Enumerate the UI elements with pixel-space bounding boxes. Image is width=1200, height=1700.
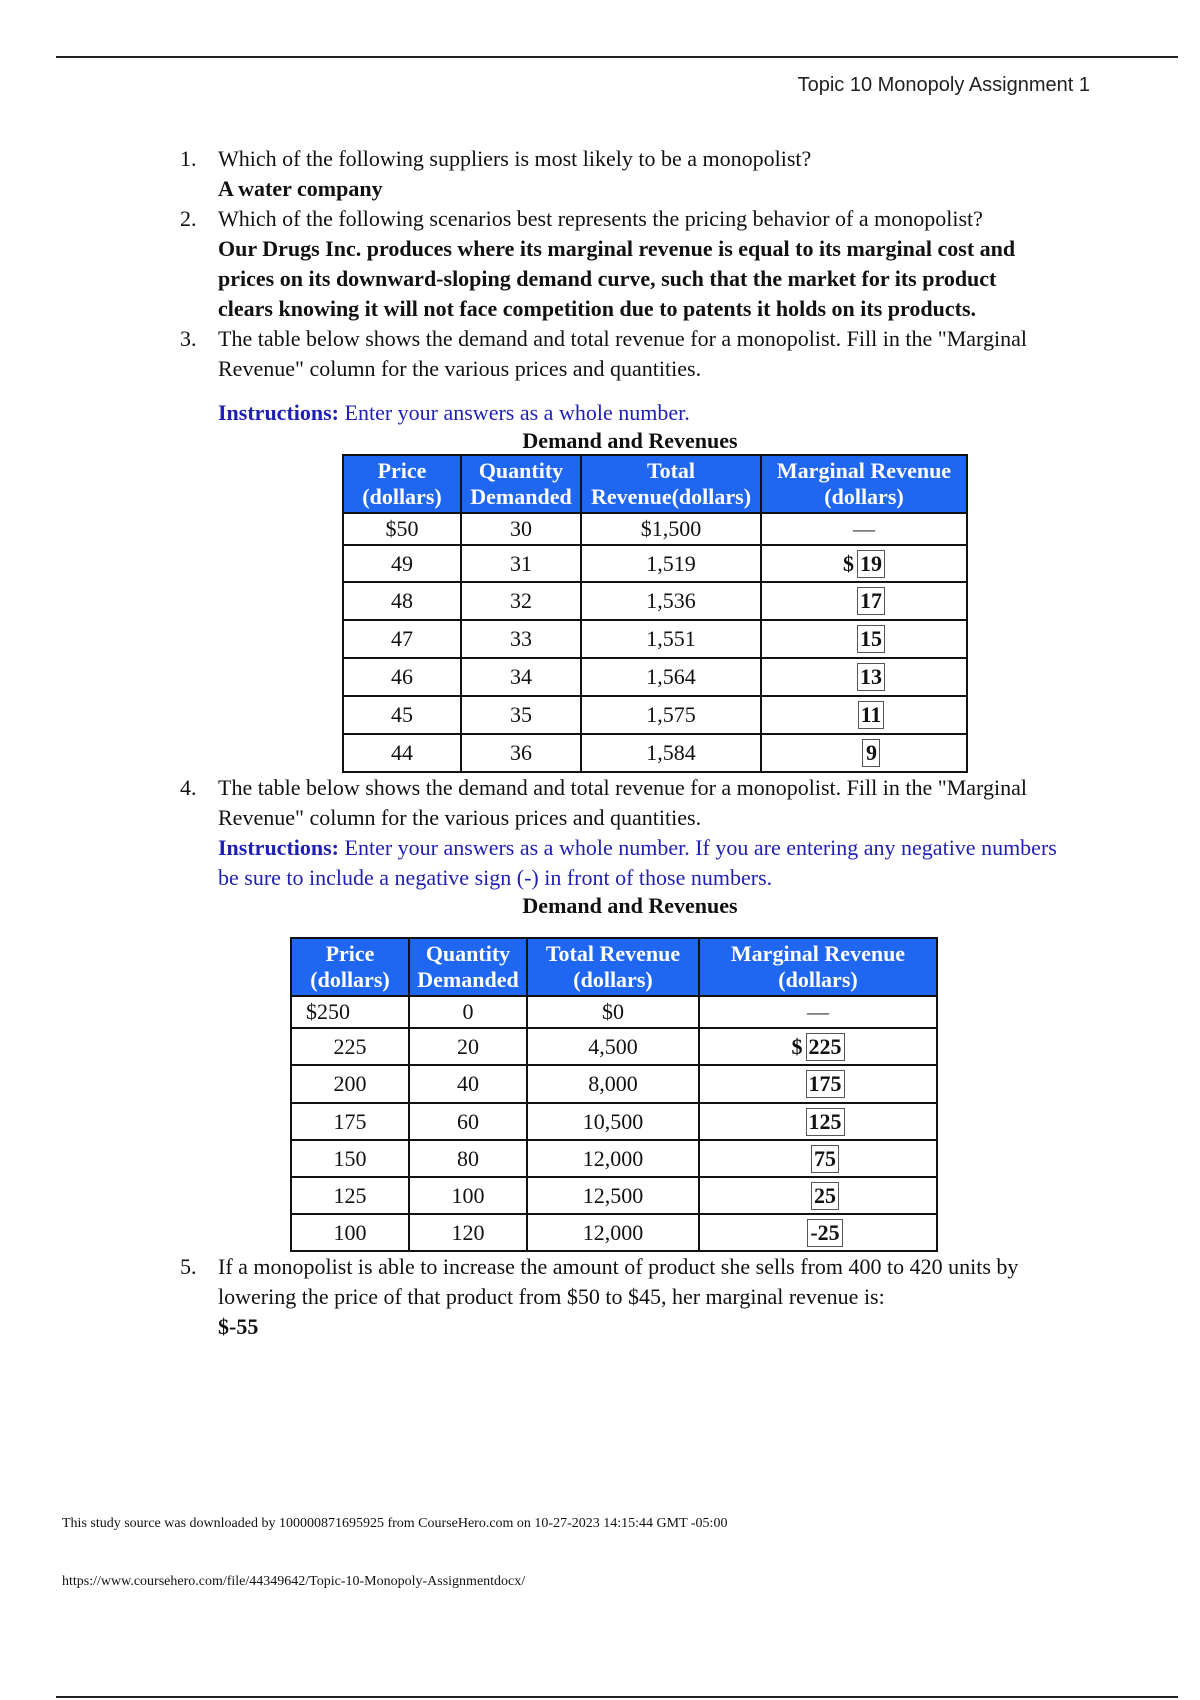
answer-input[interactable]: 17: [857, 587, 885, 615]
cell-price: $250: [291, 996, 409, 1028]
demand-revenue-table-2: [290, 937, 938, 1252]
bottom-rule: [56, 1696, 1178, 1698]
question-list: [180, 144, 1080, 1342]
header-total-revenue: Total Revenue (dollars): [527, 938, 699, 996]
header-marginal-revenue: Marginal Revenue (dollars): [699, 938, 937, 996]
question-5: [180, 1252, 1080, 1342]
cell-quantity: 31: [461, 545, 581, 582]
answer-input[interactable]: 11: [858, 701, 885, 729]
cell-total-revenue: 1,519: [581, 545, 761, 582]
cell-quantity: 36: [461, 734, 581, 772]
cell-price: 100: [291, 1214, 409, 1251]
cell-total-revenue: 4,500: [527, 1028, 699, 1065]
header-marginal-revenue: Marginal Revenue (dollars): [761, 455, 967, 513]
cell-marginal-revenue: [761, 545, 967, 582]
cell-marginal-revenue: [761, 513, 967, 545]
question-answer: $-55: [218, 1314, 259, 1339]
header-quantity: Quantity Demanded: [409, 938, 527, 996]
question-3: [180, 324, 1080, 773]
cell-quantity: 20: [409, 1028, 527, 1065]
question-number: 4.: [180, 775, 197, 800]
question-number: 2.: [180, 206, 197, 231]
source-url: https://www.coursehero.com/file/44349642/Topic-10-Monopoly-Assignmentdocx/: [62, 1574, 526, 1589]
cell-marginal-revenue: [699, 1140, 937, 1177]
instructions-label: Instructions:: [218, 400, 340, 425]
table-row: [343, 582, 967, 620]
instructions: [218, 833, 1058, 893]
cell-marginal-revenue: [699, 1177, 937, 1214]
answer-input[interactable]: 225: [806, 1033, 845, 1061]
cell-quantity: 34: [461, 658, 581, 696]
cell-price: 200: [291, 1065, 409, 1103]
cell-price: $50: [343, 513, 461, 545]
table-row: [291, 1028, 937, 1065]
cell-marginal-revenue: [699, 996, 937, 1028]
table-block: [180, 428, 1080, 773]
cell-quantity: 30: [461, 513, 581, 545]
question-answer: Our Drugs Inc. produces where its marginal revenue is equal to its marginal cost and prices on its downward-sloping demand curve, such that the market for its product clears knowing it will not face competition due to patents it holds on its products.: [218, 236, 1016, 321]
question-text: The table below shows the demand and total revenue for a monopolist. Fill in the "Marginal Revenue" column for the various prices and quantities.: [218, 326, 1027, 381]
cell-quantity: 120: [409, 1214, 527, 1251]
cell-total-revenue: 1,564: [581, 658, 761, 696]
answer-input[interactable]: 125: [806, 1108, 845, 1136]
table-caption: Demand and Revenues: [522, 893, 738, 918]
empty-dash: —: [807, 999, 829, 1024]
table-row: [343, 620, 967, 658]
cell-quantity: 35: [461, 696, 581, 734]
cell-price: 44: [343, 734, 461, 772]
cell-total-revenue: 1,575: [581, 696, 761, 734]
cell-quantity: 32: [461, 582, 581, 620]
cell-quantity: 60: [409, 1103, 527, 1140]
top-rule: [56, 56, 1178, 58]
demand-revenue-table-1: [342, 454, 968, 773]
dollar-sign: $: [791, 1033, 803, 1059]
instructions: [218, 398, 1080, 428]
answer-input[interactable]: 19: [857, 550, 885, 578]
cell-total-revenue: 1,536: [581, 582, 761, 620]
answer-input[interactable]: -25: [807, 1219, 842, 1247]
table-row: [343, 513, 967, 545]
cell-total-revenue: 1,584: [581, 734, 761, 772]
table-row: [343, 545, 967, 582]
cell-marginal-revenue: [699, 1065, 937, 1103]
cell-total-revenue: $1,500: [581, 513, 761, 545]
answer-input[interactable]: 15: [857, 625, 885, 653]
cell-marginal-revenue: [761, 582, 967, 620]
cell-price: 225: [291, 1028, 409, 1065]
table-caption: Demand and Revenues: [522, 428, 738, 453]
table-header-row: [343, 455, 967, 513]
table-row: [291, 1103, 937, 1140]
cell-marginal-revenue: [761, 696, 967, 734]
cell-marginal-revenue: [761, 658, 967, 696]
table-row: [291, 1140, 937, 1177]
header-price: Price (dollars): [291, 938, 409, 996]
question-text: If a monopolist is able to increase the amount of product she sells from 400 to 420 units by lowering the price of that product from $50 to $45, her marginal revenue is:: [218, 1254, 1019, 1309]
cell-marginal-revenue: [699, 1028, 937, 1065]
cell-marginal-revenue: [699, 1103, 937, 1140]
question-number: 5.: [180, 1254, 197, 1279]
dollar-sign: $: [843, 550, 854, 576]
cell-total-revenue: 8,000: [527, 1065, 699, 1103]
question-text: Which of the following scenarios best represents the pricing behavior of a monopolist?: [218, 206, 983, 231]
empty-dash: —: [853, 516, 875, 541]
cell-price: 49: [343, 545, 461, 582]
cell-quantity: 33: [461, 620, 581, 658]
table-row: [291, 1065, 937, 1103]
table-row: [343, 734, 967, 772]
cell-marginal-revenue: [699, 1214, 937, 1251]
question-number: 3.: [180, 326, 197, 351]
table-row: [343, 696, 967, 734]
table-row: [343, 658, 967, 696]
question-4: [180, 773, 1080, 1252]
header-title: Topic 10 Monopoly Assignment 1: [797, 74, 1090, 96]
cell-total-revenue: 10,500: [527, 1103, 699, 1140]
table-row: [291, 1177, 937, 1214]
cell-marginal-revenue: [761, 734, 967, 772]
cell-total-revenue: 12,000: [527, 1140, 699, 1177]
table-row: [291, 996, 937, 1028]
cell-price: 46: [343, 658, 461, 696]
cell-price: 175: [291, 1103, 409, 1140]
cell-total-revenue: 1,551: [581, 620, 761, 658]
instructions-text: Enter your answers as a whole number.: [344, 400, 690, 425]
cell-quantity: 80: [409, 1140, 527, 1177]
answer-input[interactable]: 25: [811, 1182, 839, 1210]
cell-price: 45: [343, 696, 461, 734]
header-price: Price (dollars): [343, 455, 461, 513]
header-quantity: Quantity Demanded: [461, 455, 581, 513]
cell-quantity: 0: [409, 996, 527, 1028]
cell-total-revenue: 12,500: [527, 1177, 699, 1214]
question-text: Which of the following suppliers is most likely to be a monopolist?: [218, 146, 812, 171]
instructions-label: Instructions:: [218, 835, 340, 860]
cell-quantity: 40: [409, 1065, 527, 1103]
download-note: This study source was downloaded by 100000871695925 from CourseHero.com on 10-27-2023 14:15:44 GMT -05:00: [62, 1516, 728, 1531]
answer-input[interactable]: 175: [806, 1070, 845, 1098]
answer-input[interactable]: 13: [857, 663, 885, 691]
question-1: [180, 144, 1080, 204]
question-answer: A water company: [218, 176, 383, 201]
question-2: [180, 204, 1080, 324]
cell-price: 48: [343, 582, 461, 620]
answer-input[interactable]: 75: [811, 1145, 839, 1173]
cell-price: 150: [291, 1140, 409, 1177]
answer-input[interactable]: 9: [862, 739, 880, 767]
cell-quantity: 100: [409, 1177, 527, 1214]
cell-total-revenue: $0: [527, 996, 699, 1028]
table-header-row: [291, 938, 937, 996]
cell-marginal-revenue: [761, 620, 967, 658]
header-total-revenue: Total Revenue(dollars): [581, 455, 761, 513]
cell-total-revenue: 12,000: [527, 1214, 699, 1251]
cell-price: 47: [343, 620, 461, 658]
table-row: [291, 1214, 937, 1251]
question-text: The table below shows the demand and total revenue for a monopolist. Fill in the "Marginal Revenue" column for the various prices and quantities.: [218, 775, 1027, 830]
instructions-text: Enter your answers as a whole number. If you are entering any negative numbers be sure to include a negative sign (-) in front of those numbers.: [218, 835, 1057, 890]
question-number: 1.: [180, 146, 197, 171]
cell-price: 125: [291, 1177, 409, 1214]
table-block: [180, 893, 1080, 1252]
